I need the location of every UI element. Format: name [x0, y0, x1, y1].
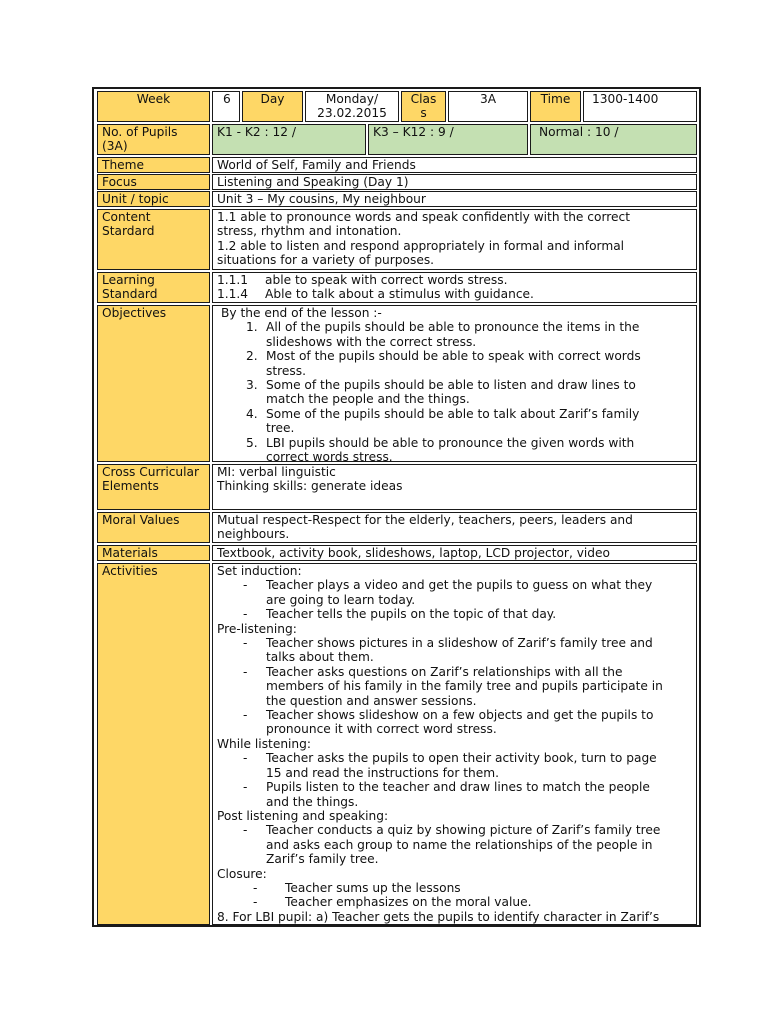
objective-item: 4. Some of the pupils should be able to talk about Zarif’s family tree. — [246, 406, 640, 436]
activity-item: - Pupils listen to the teacher and draw lines to match the people and the things. — [243, 780, 650, 809]
materials-label: Materials — [97, 545, 210, 561]
learning-standard-label: Learning Standard — [97, 272, 210, 303]
day-label: Day — [242, 91, 303, 122]
pupils-label: No. of Pupils (3A) — [97, 124, 210, 155]
activity-item: - Teacher shows pictures in a slideshow of Zarif’s family tree and talks about them. — [243, 636, 653, 665]
activities-value: Set induction: - Teacher plays a video and get the pupils to guess on what they are going to learn today. - Teacher tells the pupils on the topic of that day. Pre-listening: - Teacher shows pictures in a slideshow of Zarif’s family tree and talks about them. - Teacher asks questions on Zarif’s relationships with all the members of his family in the family tree and pupils participate in the question and answer sessions. - Teacher shows slideshow on a few objects and get the pupils to pronounce it with correct word stress. While listening: - Teacher asks the pupils to open their activity book, turn to page 15 and read the instructions for them. - Pupils listen to the teacher and draw lines to match the people and the things. Post listening and speaking: - Teacher conducts a quiz by showing picture of Zarif’s family tree and asks each group to name the relationships of the people in Zarif’s family tree. Closure: - Teacher sums up the lessons - Teacher emphasizes on the moral value. 8. For LBI pupil: a) Teacher gets the pupils to identify character in Zarif’s — [212, 563, 697, 925]
lesson-plan-table — [92, 87, 701, 927]
time-label: Time — [530, 91, 581, 122]
time-value: 1300-1400 — [583, 91, 697, 122]
materials-value: Textbook, activity book, slideshows, laptop, LCD projector, video — [212, 545, 697, 561]
week-value: 6 — [212, 91, 240, 122]
theme-value: World of Self, Family and Friends — [212, 157, 697, 173]
activity-item: - Teacher tells the pupils on the topic of that day. — [243, 607, 557, 622]
moral-values-value: Mutual respect-Respect for the elderly, teachers, peers, leaders and neighbours. — [212, 512, 697, 543]
content-standard-value: 1.1 able to pronounce words and speak confidently with the correct stress, rhythm and intonation. 1.2 able to listen and respond appropriately in formal and informal situations for a variety of purposes. — [212, 209, 697, 270]
activity-item: - Teacher shows slideshow on a few objects and get the pupils to pronounce it with correct word stress. — [243, 708, 654, 737]
class-value: 3A — [448, 91, 528, 122]
objective-item: 5. LBI pupils should be able to pronounce the given words with correct words stress. — [246, 435, 635, 462]
activity-item: - Teacher sums up the lessons — [253, 880, 461, 895]
pupils-k1-k2: K1 - K2 : 12 / — [212, 124, 366, 155]
objectives-value: By the end of the lesson :- 1. All of the pupils should be able to pronounce the items in the slideshows with the correct stress. 2. Most of the pupils should be able to speak with correct words stress. 3. Some of the pupils should be able to listen and draw lines to match the people and the things. 4. Some of the pupils should be able to talk about Zarif’s family tree. 5. LBI pupils should be able to pronounce the given words with correct words stress. — [212, 305, 697, 462]
activity-item: - Teacher emphasizes on the moral value. — [253, 895, 532, 910]
activity-item: - Teacher asks questions on Zarif’s relationships with all the members of his family in the family tree and pupils participate in the question and answer sessions. — [243, 664, 663, 708]
focus-value: Listening and Speaking (Day 1) — [212, 174, 697, 190]
theme-label: Theme — [97, 157, 210, 173]
learning-standard-value: 1.1.1 able to speak with correct words stress. 1.1.4 Able to talk about a stimulus with guidance. — [212, 272, 697, 303]
objective-item: 1. All of the pupils should be able to pronounce the items in the slideshows with the correct stress. — [246, 320, 640, 349]
unit-label: Unit / topic — [97, 191, 210, 207]
objective-item: 2. Most of the pupils should be able to speak with correct words stress. — [246, 349, 641, 378]
activity-item: - Teacher asks the pupils to open their activity book, turn to page 15 and read the instructions for them. — [243, 751, 657, 780]
objectives-label: Objectives — [97, 305, 210, 462]
day-value: Monday/ 23.02.2015 — [305, 91, 399, 122]
activity-item: - Teacher conducts a quiz by showing picture of Zarif’s family tree and asks each group to name the relationships of the people in Zarif’s family tree. — [243, 823, 661, 867]
unit-value: Unit 3 – My cousins, My neighbour — [212, 191, 697, 207]
content-standard-label: Content Stardard — [97, 209, 210, 270]
week-label: Week — [97, 91, 210, 122]
objective-item: 3. Some of the pupils should be able to listen and draw lines to match the people and the things. — [246, 378, 636, 407]
cross-curricular-value: MI: verbal linguistic Thinking skills: generate ideas — [212, 464, 697, 510]
class-label: Clas s — [401, 91, 446, 122]
pupils-normal: Normal : 10 / — [530, 124, 697, 155]
moral-values-label: Moral Values — [97, 512, 210, 543]
cross-curricular-label: Cross Curricular Elements — [97, 464, 210, 510]
pupils-k3-k12: K3 – K12 : 9 / — [368, 124, 528, 155]
activities-label: Activities — [97, 563, 210, 925]
focus-label: Focus — [97, 174, 210, 190]
activity-item: - Teacher plays a video and get the pupils to guess on what they are going to learn today. — [243, 578, 653, 607]
